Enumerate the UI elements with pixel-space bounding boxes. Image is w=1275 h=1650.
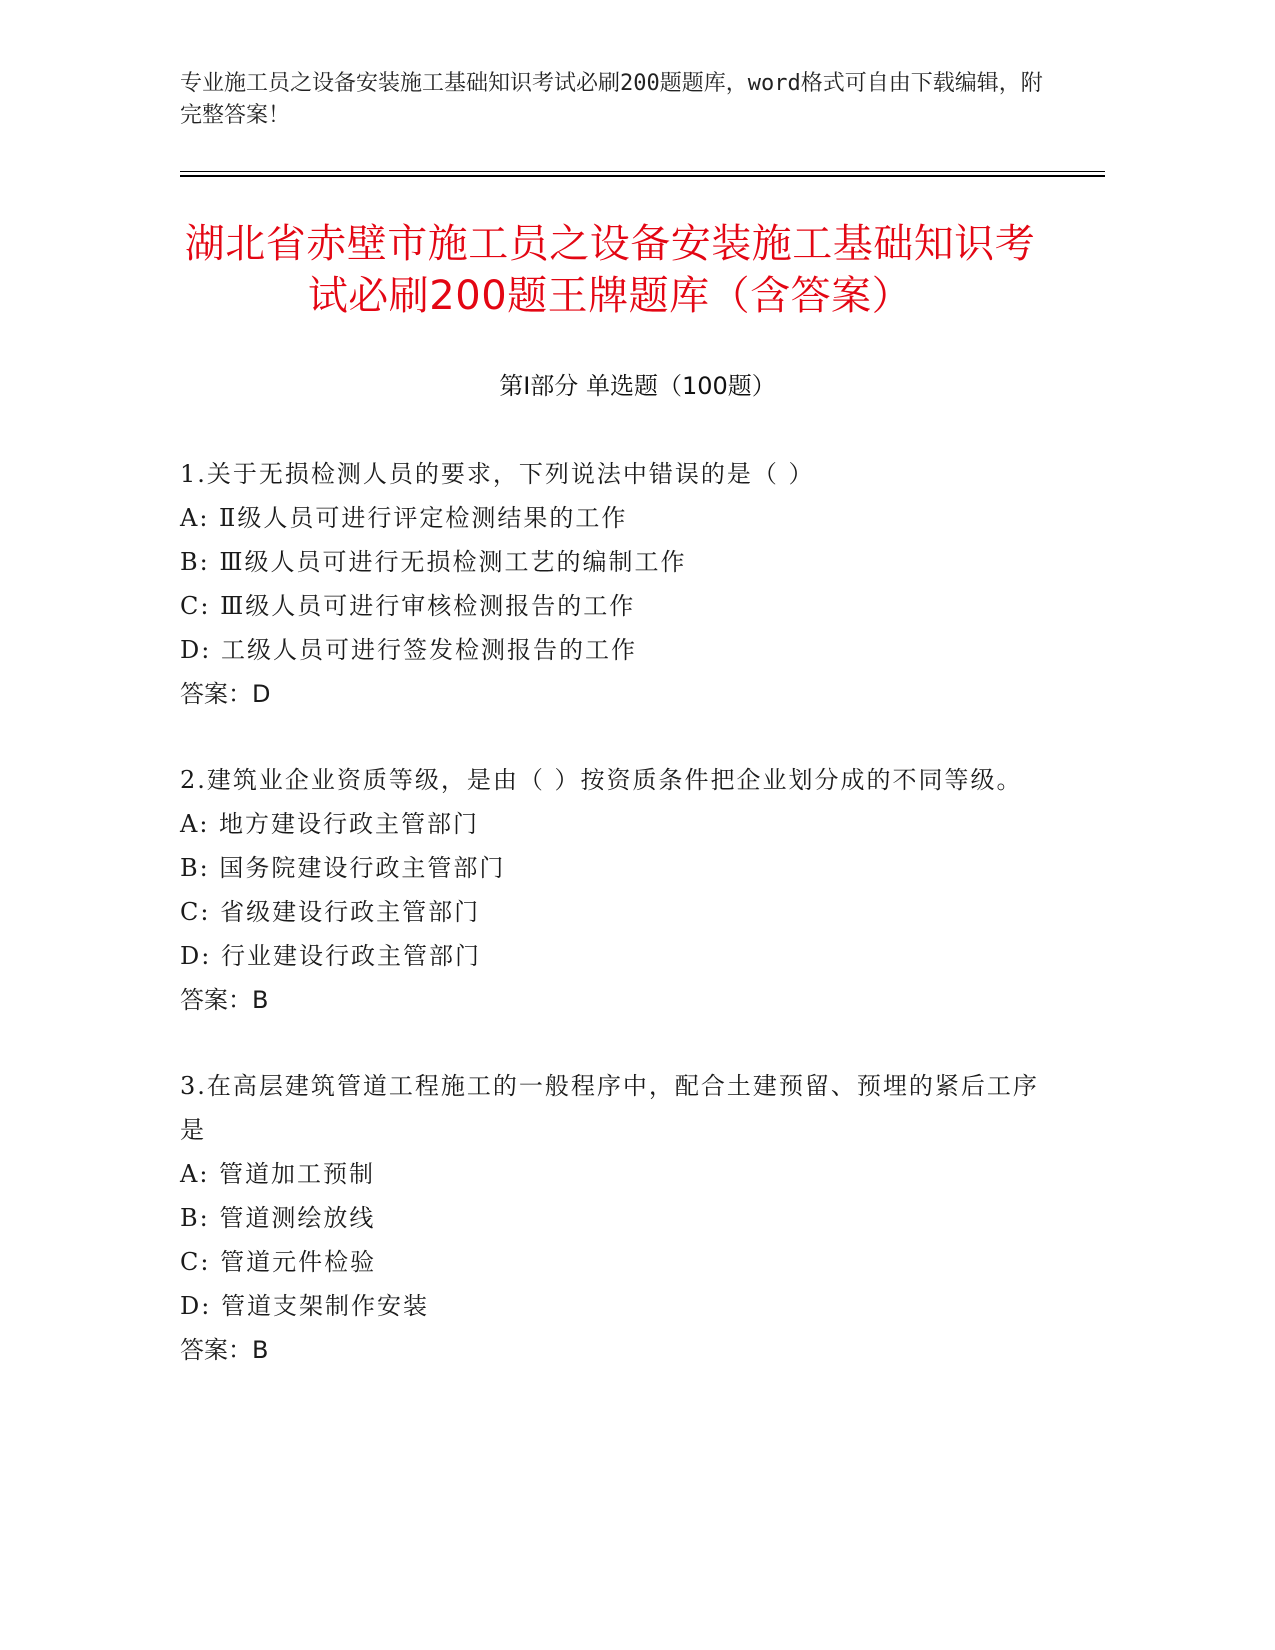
option-a: A: Ⅱ级人员可进行评定检测结果的工作 <box>180 504 628 532</box>
option-d: D: 行业建设行政主管部门 <box>180 942 481 970</box>
option-d: D: 工级人员可进行签发检测报告的工作 <box>180 636 637 664</box>
option-c: C: 管道元件检验 <box>180 1248 377 1276</box>
question-1 <box>180 452 1040 716</box>
question-stem: 3.在高层建筑管道工程施工的一般程序中，配合土建预留、预埋的紧后工序是 <box>180 1072 1039 1144</box>
option-b: B: Ⅲ级人员可进行无损检测工艺的编制工作 <box>180 548 687 576</box>
document-title: 湖北省赤壁市施工员之设备安装施工基础知识考试必刷200题王牌题库（含答案） <box>184 221 1036 319</box>
question-3 <box>180 1064 1040 1372</box>
answer-line: 答案：B <box>180 1336 269 1364</box>
option-c: C: 省级建设行政主管部门 <box>180 898 481 926</box>
header-divider-thick <box>180 175 1105 177</box>
section-heading: 第I部分 单选题（100题） <box>499 372 776 400</box>
question-stem: 2.建筑业企业资质等级，是由（ ）按资质条件把企业划分成的不同等级。 <box>180 766 1023 794</box>
header-divider-thin <box>180 171 1105 172</box>
question-2 <box>180 758 1040 1022</box>
option-b: B: 国务院建设行政主管部门 <box>180 854 506 882</box>
option-d: D: 管道支架制作安装 <box>180 1292 429 1320</box>
option-c: C: Ⅲ级人员可进行审核检测报告的工作 <box>180 592 636 620</box>
option-b: B: 管道测绘放线 <box>180 1204 376 1232</box>
header-note: 专业施工员之设备安装施工基础知识考试必刷200题题库，word格式可自由下载编辑，附完整答案！ <box>180 71 1043 128</box>
answer-line: 答案：D <box>180 680 271 708</box>
option-a: A: 地方建设行政主管部门 <box>180 810 480 838</box>
option-a: A: 管道加工预制 <box>180 1160 376 1188</box>
question-list <box>180 452 1040 1414</box>
question-stem: 1.关于无损检测人员的要求，下列说法中错误的是（ ） <box>180 460 815 488</box>
answer-line: 答案：B <box>180 986 269 1014</box>
